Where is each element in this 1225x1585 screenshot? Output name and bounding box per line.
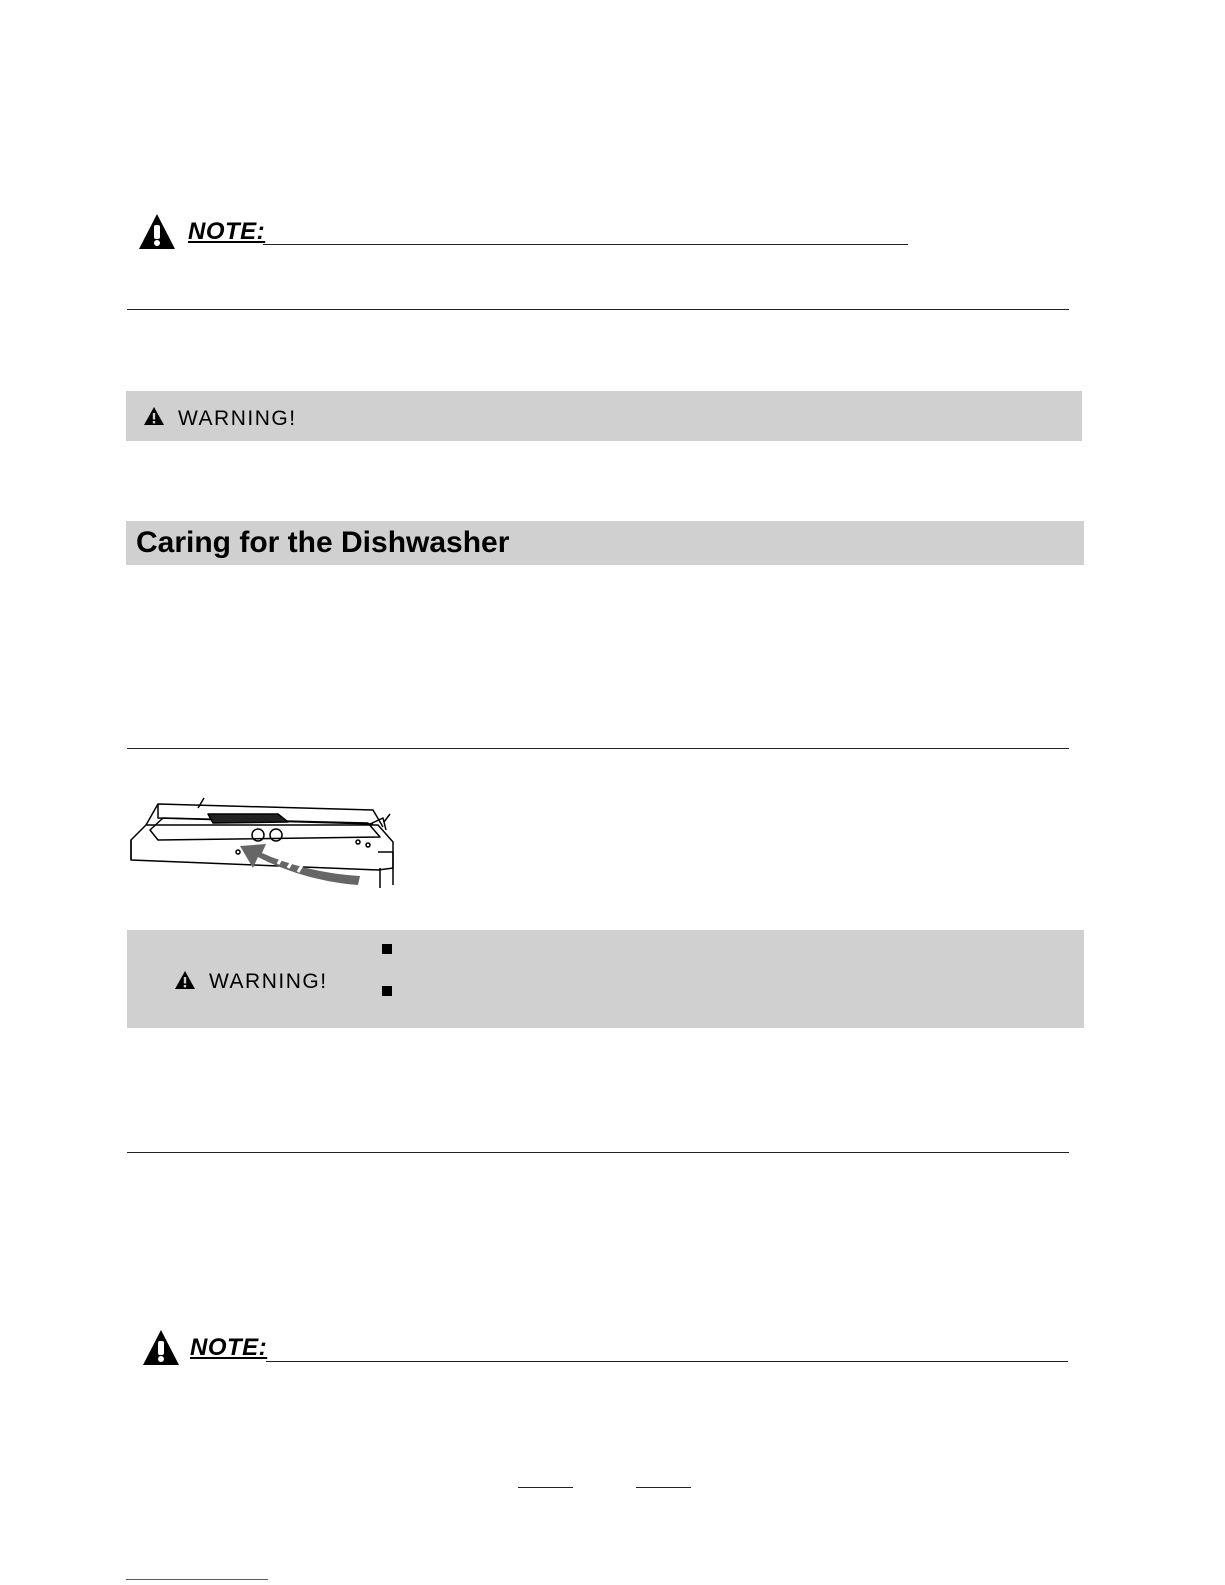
- dishwasher-filter-illustration: [128, 790, 403, 912]
- warning-band: [126, 391, 1082, 441]
- note-label: NOTE:: [188, 218, 266, 245]
- footer-rule: [636, 1487, 691, 1488]
- note-underline: [263, 244, 908, 245]
- warning-box: [127, 930, 1084, 1028]
- warning-triangle-icon: [138, 212, 176, 250]
- bottom-link-underline: [126, 1579, 268, 1580]
- warning-triangle-icon: [175, 971, 195, 989]
- footer-rule: [518, 1487, 573, 1488]
- warning-label: WARNING!: [178, 407, 297, 430]
- warning-label: WARNING!: [209, 970, 328, 993]
- divider: [127, 748, 1069, 749]
- divider: [127, 309, 1069, 310]
- section-header: [126, 521, 1084, 565]
- divider: [127, 1152, 1069, 1153]
- warning-triangle-icon: [142, 1328, 180, 1366]
- note-label: NOTE:: [190, 1334, 268, 1361]
- note-underline: [266, 1361, 1068, 1362]
- bullet-marker: [382, 944, 392, 954]
- note-bottom: [142, 1328, 1072, 1370]
- note-top: [138, 212, 918, 252]
- section-title: Caring for the Dishwasher: [136, 526, 510, 559]
- bullet-marker: [382, 986, 392, 996]
- warning-triangle-icon: [144, 407, 164, 425]
